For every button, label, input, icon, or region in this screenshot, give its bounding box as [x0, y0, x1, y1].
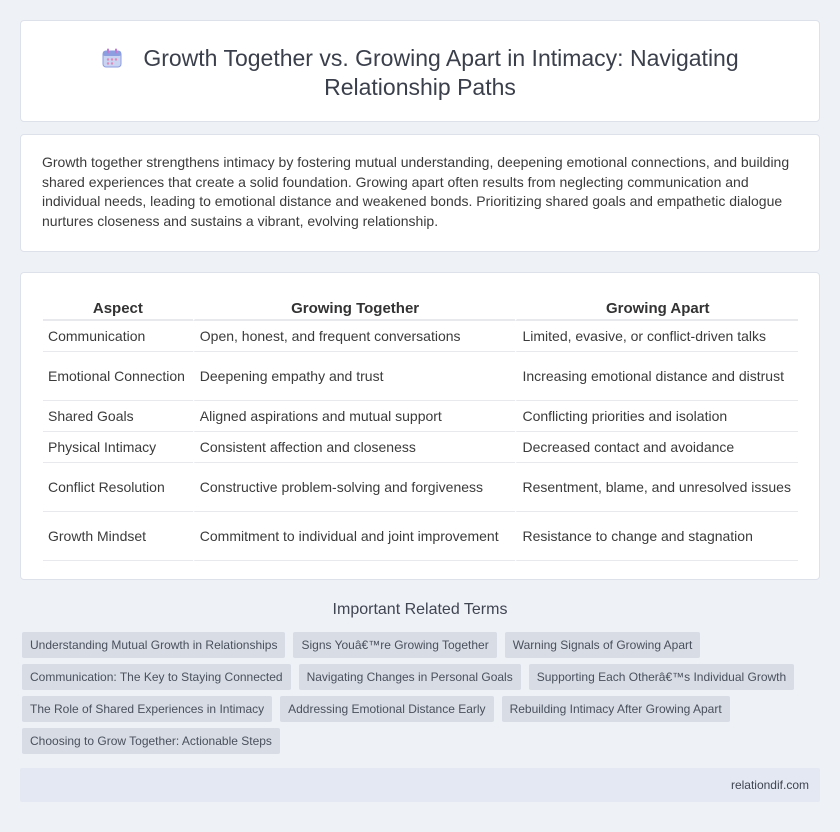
- cell-growing-apart: Resistance to change and stagnation: [515, 512, 798, 561]
- related-term-tag[interactable]: Rebuilding Intimacy After Growing Apart: [502, 696, 730, 722]
- cell-growing-apart: Increasing emotional distance and distrust: [515, 352, 798, 401]
- related-term-tag[interactable]: Addressing Emotional Distance Early: [280, 696, 493, 722]
- cell-growing-together: Deepening empathy and trust: [193, 352, 516, 401]
- related-term-tag[interactable]: Warning Signals of Growing Apart: [505, 632, 701, 658]
- cell-growing-together: Consistent affection and closeness: [193, 432, 516, 463]
- related-term-tag[interactable]: The Role of Shared Experiences in Intimacy: [22, 696, 272, 722]
- table-header-row: [43, 295, 798, 321]
- related-term-tag[interactable]: Navigating Changes in Personal Goals: [299, 664, 521, 690]
- related-term-tag[interactable]: Communication: The Key to Staying Connected: [22, 664, 291, 690]
- cell-growing-together: Aligned aspirations and mutual support: [193, 401, 516, 432]
- related-term-tag[interactable]: Supporting Each Otherâ€™s Individual Growth: [529, 664, 794, 690]
- table-row: [43, 401, 798, 432]
- footer-site-link[interactable]: relationdif.com: [730, 778, 809, 792]
- table-row: [43, 432, 798, 463]
- table-row: [43, 512, 798, 561]
- intro-text: Growth together strengthens intimacy by fostering mutual understanding, deepening emotional connections, and building shared experiences that create a solid foundation. Growing apart often results from neglecting communication and individual needs, leading to emotional distance and weakened bonds. Prioritizing shared goals and empathetic dialogue nurtures closeness and sustains a vibrant, evolving relationship.: [42, 154, 790, 229]
- cell-growing-apart: Conflicting priorities and isolation: [515, 401, 798, 432]
- related-term-tag[interactable]: Signs Youâ€™re Growing Together: [293, 632, 496, 658]
- cell-aspect: Growth Mindset: [43, 512, 193, 561]
- title-line-2: Relationship Paths: [324, 74, 516, 100]
- related-terms-list: [22, 632, 812, 760]
- table-row: [43, 352, 798, 401]
- footer: [20, 768, 820, 802]
- cell-growing-together: Open, honest, and frequent conversations: [193, 321, 516, 352]
- cell-aspect: Communication: [43, 321, 193, 352]
- comparison-table: [43, 295, 798, 561]
- title-card: [20, 20, 820, 122]
- cell-growing-apart: Limited, evasive, or conflict-driven talks: [515, 321, 798, 352]
- cell-growing-apart: Decreased contact and avoidance: [515, 432, 798, 463]
- related-term-tag[interactable]: Choosing to Grow Together: Actionable Steps: [22, 728, 280, 754]
- related-term-tag[interactable]: Understanding Mutual Growth in Relationships: [22, 632, 285, 658]
- cell-aspect: Physical Intimacy: [43, 432, 193, 463]
- cell-growing-together: Commitment to individual and joint improvement: [193, 512, 516, 561]
- table-row: [43, 463, 798, 512]
- comparison-table-card: [20, 272, 820, 580]
- cell-growing-apart: Resentment, blame, and unresolved issues: [515, 463, 798, 512]
- title-line-1: Growth Together vs. Growing Apart in Intimacy: Navigating: [143, 45, 739, 71]
- cell-aspect: Shared Goals: [43, 401, 193, 432]
- related-terms-heading: Important Related Terms: [332, 601, 508, 618]
- calendar-icon: [101, 47, 123, 69]
- cell-aspect: Emotional Connection: [43, 352, 193, 401]
- cell-growing-together: Constructive problem-solving and forgiveness: [193, 463, 516, 512]
- header-aspect: Aspect: [43, 295, 193, 321]
- header-growing-together: Growing Together: [193, 295, 516, 321]
- header-growing-apart: Growing Apart: [515, 295, 798, 321]
- intro-card: [20, 134, 820, 252]
- table-row: [43, 321, 798, 352]
- page-title: [21, 44, 819, 102]
- cell-aspect: Conflict Resolution: [43, 463, 193, 512]
